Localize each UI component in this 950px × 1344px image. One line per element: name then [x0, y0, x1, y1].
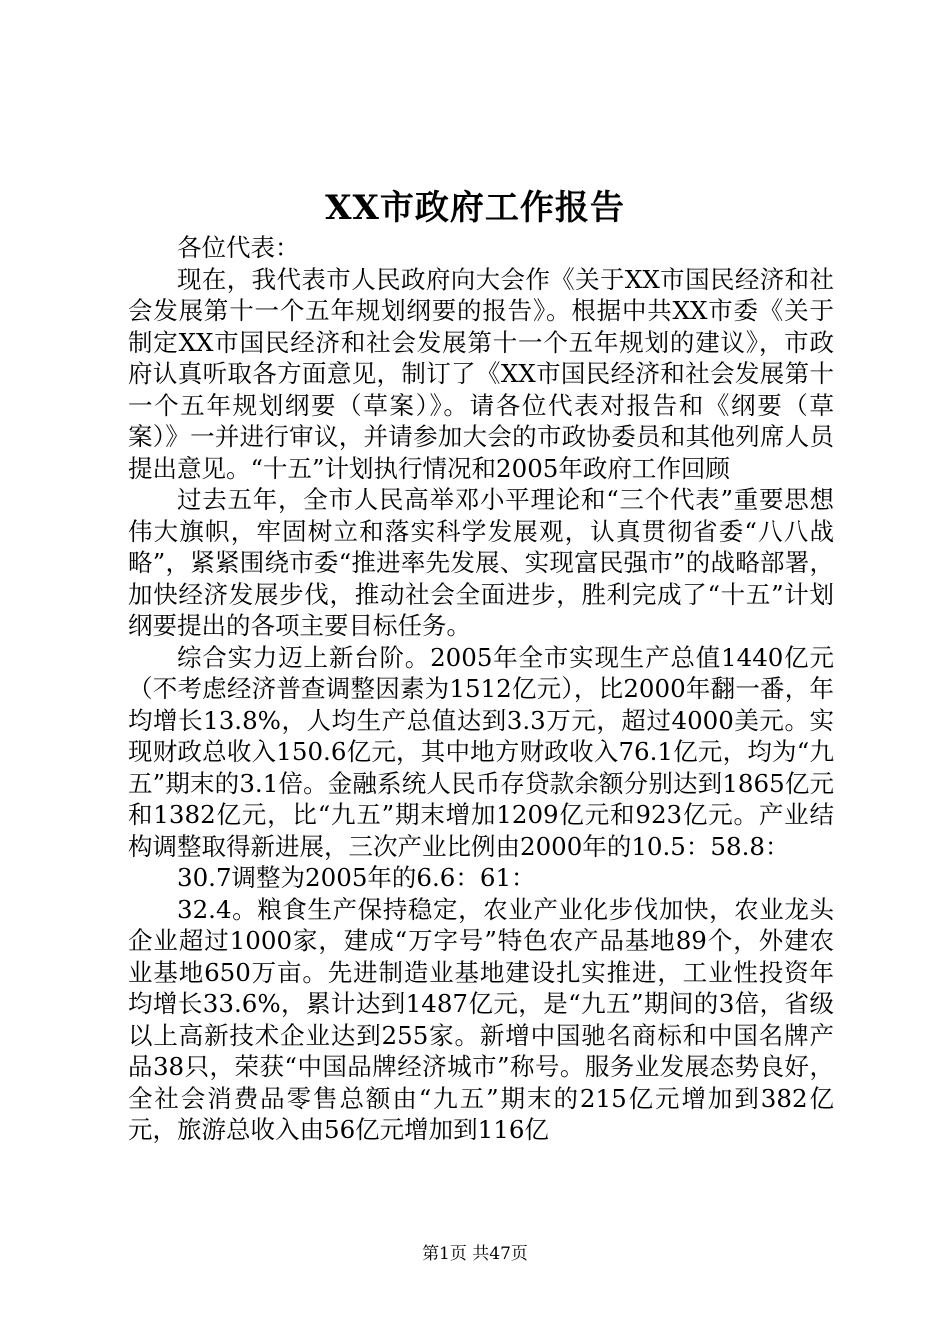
paragraph-ratio: 30.7调整为2005年的6.6：61： [177, 863, 536, 892]
paragraph-economy: 综合实力迈上新台阶。2005年全市实现生产总值1440亿元（不考虑经济普查调整因素为1512亿元），比2000年翻一番，年均增长13.8%，人均生产总值达到3.3万元，超过4000美元。实现财政总收入150.6亿元，其中地方财政收入76.1亿元，均为“九五”期末的3.1倍。金融系统人民币存贷款余额分别达到1865亿元和1382亿元，比“九五”期末增加1209亿元和923亿元。产业结构调整取得新进展，三次产业比例由2000年的10.5：58.8： [128, 642, 834, 861]
document-title: XX市政府工作报告 [325, 188, 625, 228]
paragraph-salutation: 各位代表： [177, 233, 300, 262]
page-number: 第1页 共47页 [422, 1244, 528, 1264]
document-body [128, 232, 834, 1146]
paragraph-industry: 32.4。粮食生产保持稳定，农业产业化步伐加快，农业龙头企业超过1000家，建成“万字号”特色农产品基地89个，外建农业基地650万亩。先进制造业基地建设扎实推进，工业性投资年均增长33.6%，累计达到1487亿元，是“九五”期间的3倍，省级以上高新技术企业达到255家。新增中国驰名商标和中国名牌产品38只，荣获“中国品牌经济城市”称号。服务业发展态势良好，全社会消费品零售总额由“九五”期末的215亿元增加到382亿元，旅游总收入由56亿元增加到116亿 [128, 894, 834, 1144]
paragraph-intro: 现在，我代表市人民政府向大会作《关于XX市国民经济和社会发展第十一个五年规划纲要的报告》。根据中共XX市委《关于制定XX市国民经济和社会发展第十一个五年规划的建议》，市政府认真听取各方面意见，制订了《XX市国民经济和社会发展第十一个五年规划纲要（草案）》。请各位代表对报告和《纲要（草案）》一并进行审议，并请参加大会的市政协委员和其他列席人员提出意见。“十五”计划执行情况和2005年政府工作回顾 [128, 264, 834, 483]
paragraph-review: 过去五年，全市人民高举邓小平理论和“三个代表”重要思想伟大旗帜，牢固树立和落实科学发展观，认真贯彻省委“八八战略”，紧紧围绕市委“推进率先发展、实现富民强市”的战略部署，加快经济发展步伐，推动社会全面进步，胜利完成了“十五”计划纲要提出的各项主要目标任务。 [128, 485, 834, 640]
